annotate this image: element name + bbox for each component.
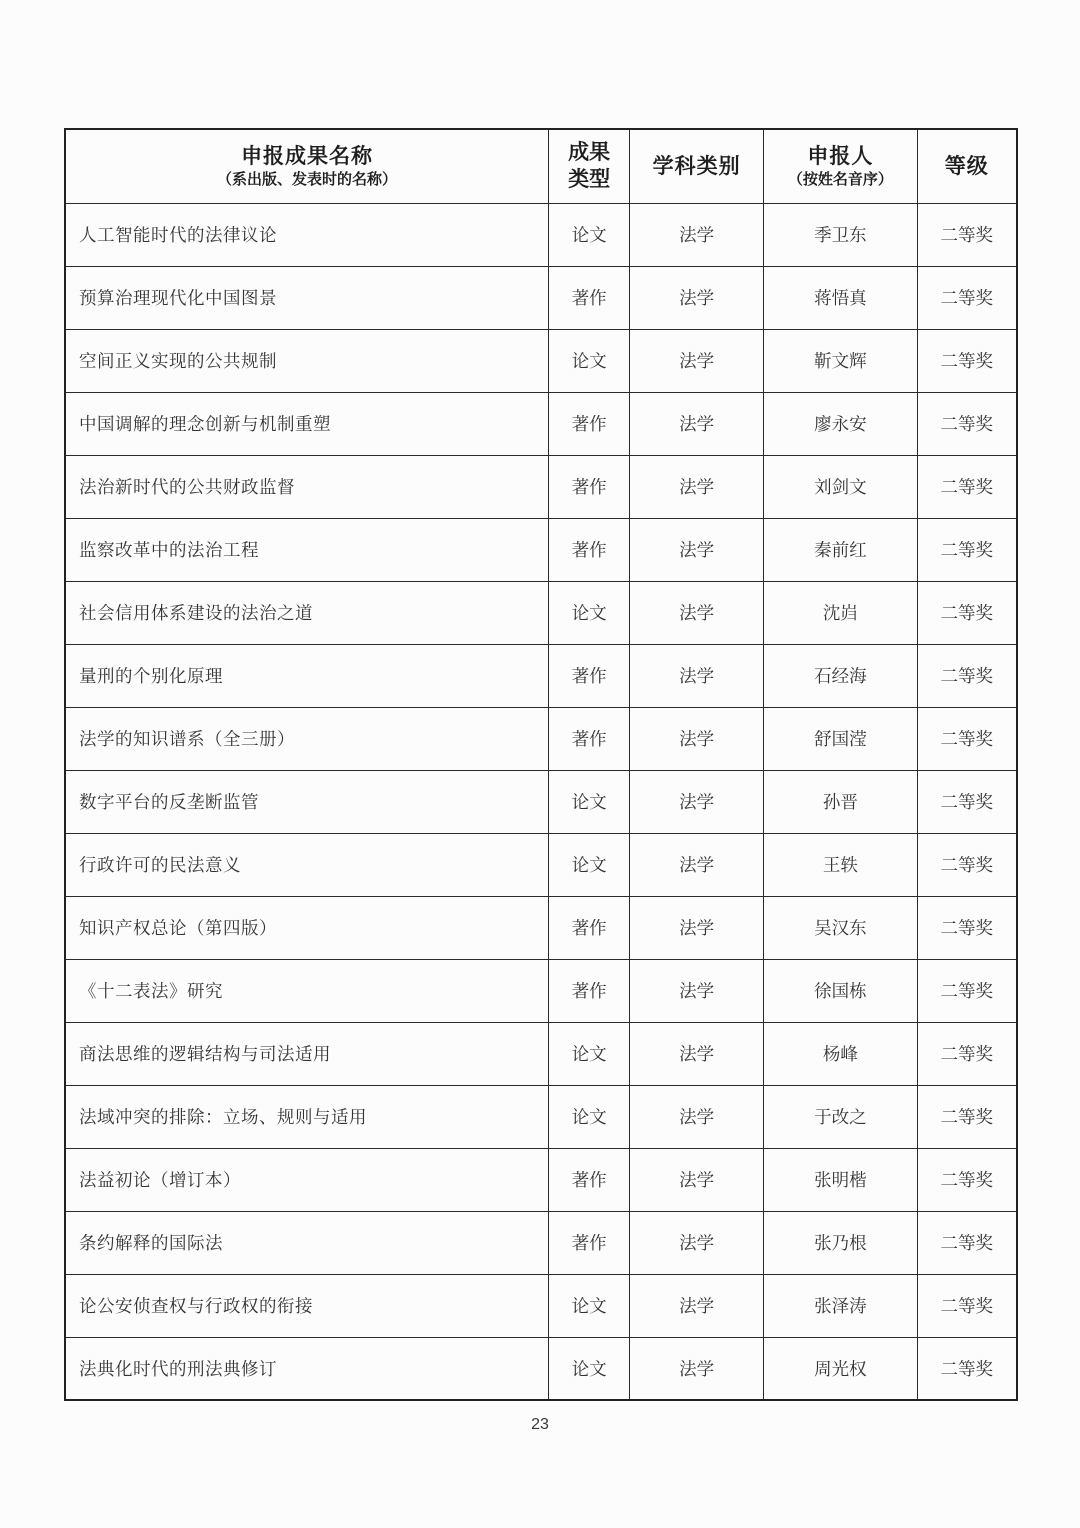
cell-achievement-type: 著作 [549, 518, 630, 581]
cell-discipline: 法学 [630, 329, 764, 392]
cell-grade: 二等奖 [917, 1211, 1017, 1274]
cell-grade: 二等奖 [917, 833, 1017, 896]
column-header-type-line2: 类型 [568, 167, 611, 192]
column-header-applicant-title: 申报人 [807, 143, 874, 168]
cell-grade: 二等奖 [917, 959, 1017, 1022]
cell-achievement-name: 量刑的个别化原理 [65, 644, 549, 707]
cell-achievement-name: 商法思维的逻辑结构与司法适用 [65, 1022, 549, 1085]
cell-grade: 二等奖 [917, 455, 1017, 518]
table-header [65, 129, 1017, 203]
cell-applicant: 廖永安 [764, 392, 917, 455]
cell-achievement-type: 著作 [549, 266, 630, 329]
cell-discipline: 法学 [630, 266, 764, 329]
cell-discipline: 法学 [630, 1085, 764, 1148]
table-row [65, 707, 1017, 770]
table-row [65, 1085, 1017, 1148]
header-row [65, 129, 1017, 203]
table-body [65, 203, 1017, 1400]
table-row [65, 1337, 1017, 1400]
cell-achievement-type: 著作 [549, 959, 630, 1022]
cell-achievement-name: 法治新时代的公共财政监督 [65, 455, 549, 518]
cell-achievement-type: 论文 [549, 203, 630, 266]
cell-discipline: 法学 [630, 518, 764, 581]
cell-achievement-type: 论文 [549, 581, 630, 644]
cell-achievement-type: 论文 [549, 1337, 630, 1400]
cell-achievement-type: 著作 [549, 1211, 630, 1274]
cell-discipline: 法学 [630, 392, 764, 455]
column-header-applicant-subtitle: （按姓名音序） [787, 172, 893, 188]
table-row [65, 518, 1017, 581]
cell-discipline: 法学 [630, 644, 764, 707]
cell-discipline: 法学 [630, 203, 764, 266]
cell-applicant: 张乃根 [764, 1211, 917, 1274]
cell-discipline: 法学 [630, 1337, 764, 1400]
column-header-type-line1: 成果 [568, 139, 611, 164]
table-row [65, 392, 1017, 455]
cell-applicant: 刘剑文 [764, 455, 917, 518]
column-header-applicant [764, 129, 917, 203]
cell-applicant: 沈岿 [764, 581, 917, 644]
cell-achievement-name: 法益初论（增订本） [65, 1148, 549, 1211]
cell-grade: 二等奖 [917, 392, 1017, 455]
table-row [65, 770, 1017, 833]
cell-achievement-type: 著作 [549, 455, 630, 518]
cell-applicant: 张泽涛 [764, 1274, 917, 1337]
cell-achievement-name: 空间正义实现的公共规制 [65, 329, 549, 392]
table-row [65, 833, 1017, 896]
cell-applicant: 舒国滢 [764, 707, 917, 770]
cell-achievement-type: 著作 [549, 707, 630, 770]
cell-grade: 二等奖 [917, 1274, 1017, 1337]
cell-applicant: 于改之 [764, 1085, 917, 1148]
cell-achievement-name: 预算治理现代化中国图景 [65, 266, 549, 329]
cell-achievement-name: 数字平台的反垄断监管 [65, 770, 549, 833]
page-number: 23 [531, 1416, 549, 1433]
cell-achievement-name: 知识产权总论（第四版） [65, 896, 549, 959]
cell-applicant: 靳文辉 [764, 329, 917, 392]
cell-applicant: 孙晋 [764, 770, 917, 833]
table-row [65, 959, 1017, 1022]
cell-discipline: 法学 [630, 833, 764, 896]
cell-achievement-name: 监察改革中的法治工程 [65, 518, 549, 581]
column-header-name-subtitle: （系出版、发表时的名称） [217, 172, 398, 188]
table-row [65, 329, 1017, 392]
cell-achievement-name: 法典化时代的刑法典修订 [65, 1337, 549, 1400]
table-row [65, 1274, 1017, 1337]
cell-achievement-name: 法学的知识谱系（全三册） [65, 707, 549, 770]
cell-achievement-type: 论文 [549, 1085, 630, 1148]
table-row [65, 1211, 1017, 1274]
cell-applicant: 秦前红 [764, 518, 917, 581]
column-header-grade [917, 129, 1017, 203]
cell-achievement-name: 中国调解的理念创新与机制重塑 [65, 392, 549, 455]
cell-grade: 二等奖 [917, 770, 1017, 833]
column-header-name-title: 申报成果名称 [241, 143, 374, 168]
cell-discipline: 法学 [630, 1022, 764, 1085]
table-row [65, 581, 1017, 644]
cell-grade: 二等奖 [917, 329, 1017, 392]
cell-discipline: 法学 [630, 1211, 764, 1274]
cell-grade: 二等奖 [917, 644, 1017, 707]
cell-grade: 二等奖 [917, 1022, 1017, 1085]
cell-applicant: 杨峰 [764, 1022, 917, 1085]
cell-applicant: 蒋悟真 [764, 266, 917, 329]
cell-applicant: 王轶 [764, 833, 917, 896]
cell-achievement-type: 论文 [549, 1274, 630, 1337]
table-row [65, 455, 1017, 518]
cell-achievement-name: 社会信用体系建设的法治之道 [65, 581, 549, 644]
cell-applicant: 季卫东 [764, 203, 917, 266]
cell-grade: 二等奖 [917, 203, 1017, 266]
cell-achievement-type: 著作 [549, 644, 630, 707]
cell-achievement-name: 条约解释的国际法 [65, 1211, 549, 1274]
cell-discipline: 法学 [630, 1274, 764, 1337]
cell-grade: 二等奖 [917, 581, 1017, 644]
column-header-name [65, 129, 549, 203]
cell-applicant: 徐国栋 [764, 959, 917, 1022]
cell-applicant: 石经海 [764, 644, 917, 707]
column-header-discipline-title: 学科类别 [652, 154, 741, 179]
table-row [65, 1148, 1017, 1211]
table-row [65, 644, 1017, 707]
table-row [65, 266, 1017, 329]
cell-achievement-type: 论文 [549, 329, 630, 392]
table-row [65, 203, 1017, 266]
cell-applicant: 吴汉东 [764, 896, 917, 959]
cell-achievement-name: 人工智能时代的法律议论 [65, 203, 549, 266]
column-header-type [549, 129, 630, 203]
column-header-discipline [630, 129, 764, 203]
cell-achievement-name: 《十二表法》研究 [65, 959, 549, 1022]
cell-discipline: 法学 [630, 455, 764, 518]
cell-grade: 二等奖 [917, 1148, 1017, 1211]
cell-achievement-type: 著作 [549, 392, 630, 455]
cell-discipline: 法学 [630, 770, 764, 833]
cell-grade: 二等奖 [917, 518, 1017, 581]
cell-discipline: 法学 [630, 581, 764, 644]
cell-grade: 二等奖 [917, 266, 1017, 329]
awards-table [64, 128, 1018, 1401]
column-header-grade-title: 等级 [944, 154, 989, 179]
cell-achievement-type: 著作 [549, 1148, 630, 1211]
table-row [65, 896, 1017, 959]
cell-achievement-type: 著作 [549, 896, 630, 959]
cell-discipline: 法学 [630, 959, 764, 1022]
cell-discipline: 法学 [630, 707, 764, 770]
cell-grade: 二等奖 [917, 896, 1017, 959]
cell-grade: 二等奖 [917, 1085, 1017, 1148]
cell-achievement-name: 法域冲突的排除：立场、规则与适用 [65, 1085, 549, 1148]
cell-grade: 二等奖 [917, 707, 1017, 770]
cell-applicant: 张明楷 [764, 1148, 917, 1211]
table-row [65, 1022, 1017, 1085]
cell-applicant: 周光权 [764, 1337, 917, 1400]
cell-grade: 二等奖 [917, 1337, 1017, 1400]
cell-achievement-name: 论公安侦查权与行政权的衔接 [65, 1274, 549, 1337]
cell-achievement-type: 论文 [549, 1022, 630, 1085]
cell-discipline: 法学 [630, 1148, 764, 1211]
cell-discipline: 法学 [630, 896, 764, 959]
cell-achievement-name: 行政许可的民法意义 [65, 833, 549, 896]
cell-achievement-type: 论文 [549, 770, 630, 833]
cell-achievement-type: 论文 [549, 833, 630, 896]
